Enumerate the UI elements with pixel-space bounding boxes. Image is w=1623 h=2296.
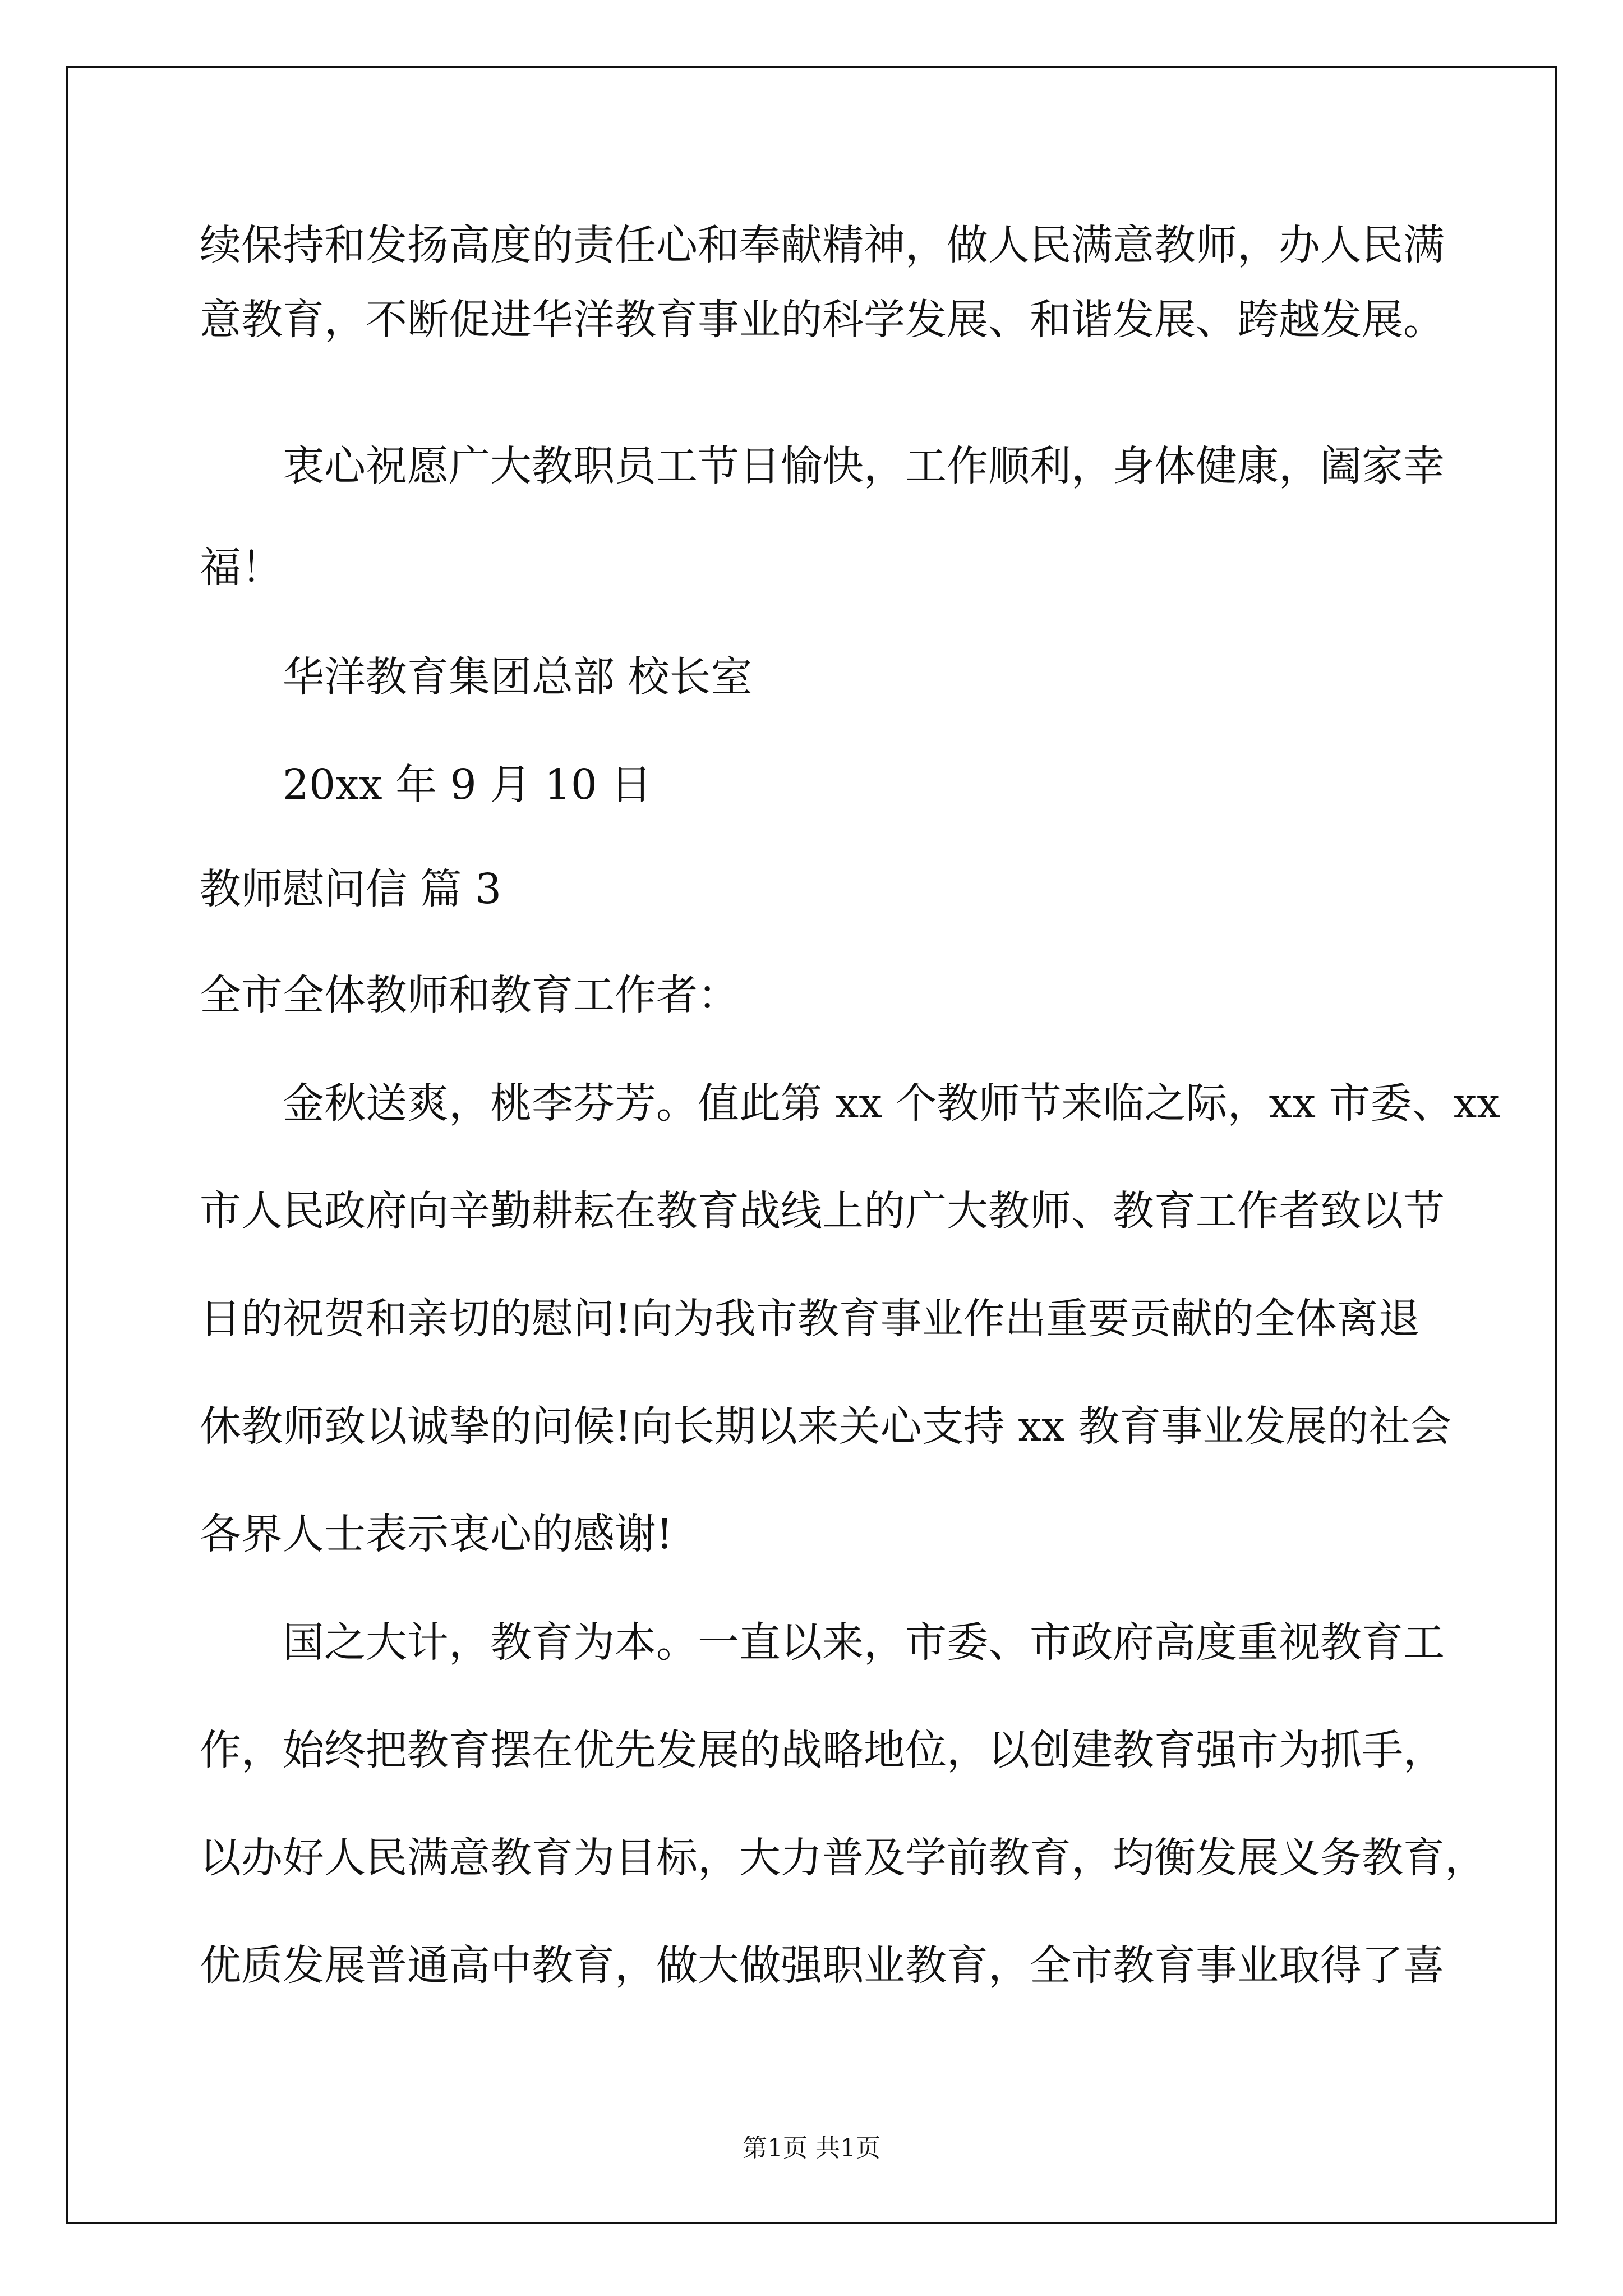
section-heading: 教师慰问信 篇 3 bbox=[200, 865, 502, 913]
body-line-17: 优质发展普通高中教育，做大做强职业教育，全市教育事业取得了喜 bbox=[200, 1941, 1445, 1990]
body-line-2: 意教育，不断促进华洋教育事业的科学发展、和谐发展、跨越发展。 bbox=[200, 296, 1445, 344]
body-line-9: 金秋送爽，桃李芬芳。值此第 xx 个教师节来临之际，xx 市委、xx bbox=[283, 1079, 1500, 1128]
body-line-1: 续保持和发扬高度的责任心和奉献精神，做人民满意教师，办人民满 bbox=[200, 221, 1445, 269]
salutation: 全市全体教师和教育工作者： bbox=[200, 971, 739, 1019]
page-border bbox=[66, 66, 1557, 2224]
body-line-13: 各界人士表示衷心的感谢! bbox=[200, 1510, 673, 1558]
body-line-4: 福！ bbox=[200, 544, 283, 592]
body-line-11: 日的祝贺和亲切的慰问!向为我市教育事业作出重要贡献的全体离退 bbox=[200, 1295, 1420, 1343]
signature-org: 华洋教育集团总部 校长室 bbox=[283, 653, 753, 701]
page-number: 第1页 共1页 bbox=[743, 2134, 880, 2162]
body-line-12: 休教师致以诚挚的问候!向长期以来关心支持 xx 教育事业发展的社会 bbox=[200, 1402, 1452, 1451]
body-line-3: 衷心祝愿广大教职员工节日愉快，工作顺利，身体健康，阖家幸 bbox=[283, 442, 1445, 490]
signature-date: 20xx 年 9 月 10 日 bbox=[283, 761, 652, 809]
body-line-15: 作，始终把教育摆在优先发展的战略地位，以创建教育强市为抓手， bbox=[200, 1726, 1445, 1774]
body-line-14: 国之大计，教育为本。一直以来，市委、市政府高度重视教育工 bbox=[283, 1618, 1445, 1667]
body-line-10: 市人民政府向辛勤耕耘在教育战线上的广大教师、教育工作者致以节 bbox=[200, 1187, 1445, 1235]
body-line-16: 以办好人民满意教育为目标，大力普及学前教育，均衡发展义务教育， bbox=[200, 1834, 1486, 1882]
